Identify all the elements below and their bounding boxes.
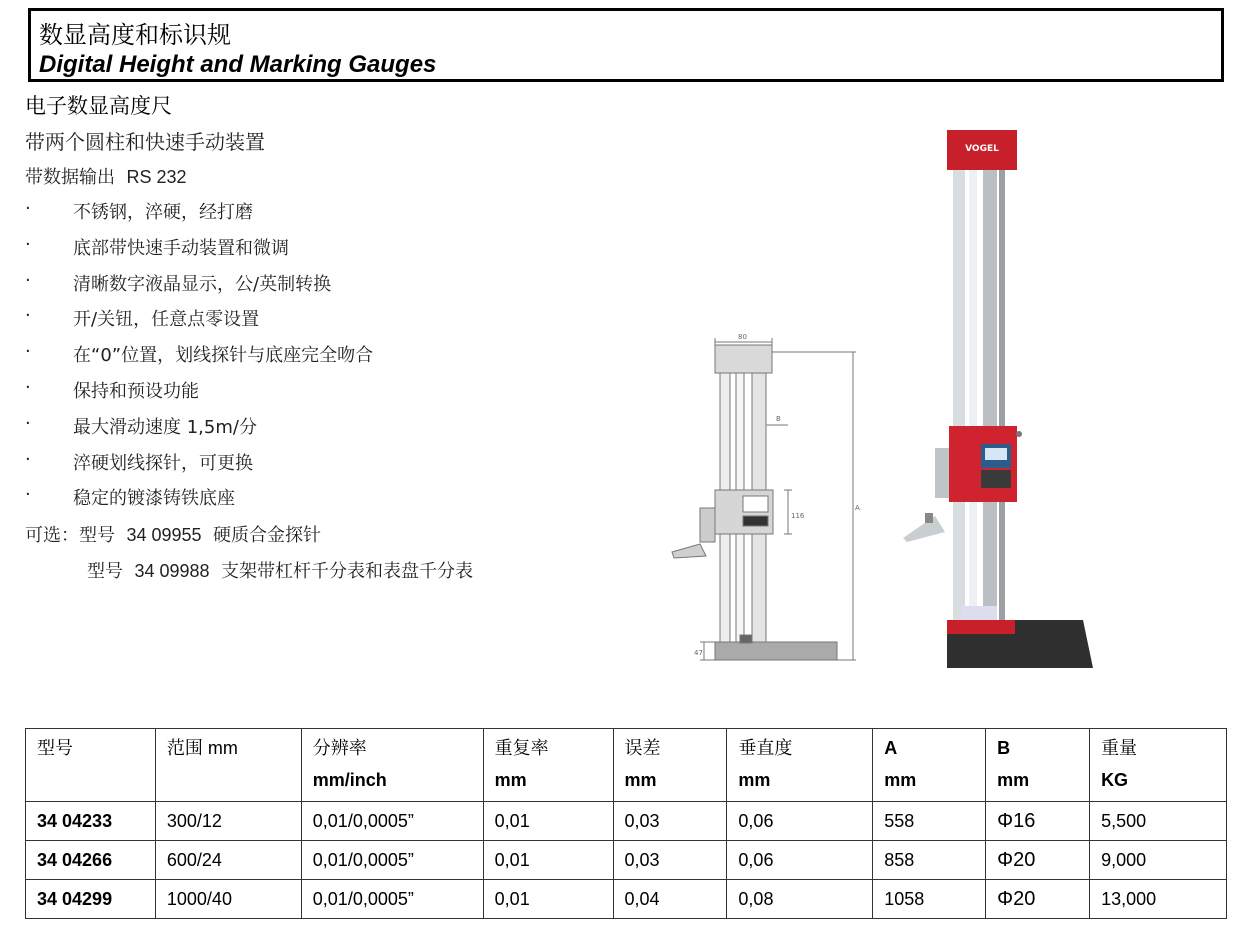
list-item — [25, 449, 373, 485]
list-item — [25, 341, 373, 377]
specifications-table — [25, 728, 1227, 919]
dimension-label-a: A — [855, 504, 860, 512]
bullet-icon: · — [25, 198, 31, 219]
bullet-icon: · — [25, 233, 31, 255]
list-item — [25, 270, 373, 306]
option-prefix: 型号 — [79, 525, 115, 546]
table-cell: Φ20 — [986, 880, 1090, 919]
option-prefix: 型号 — [87, 561, 123, 582]
feature-text: 稳定的镀漆铸铁底座 — [73, 488, 235, 510]
title-box — [28, 8, 1224, 82]
feature-text: 在“0”位置，划线探针与底座完全吻合 — [73, 345, 374, 367]
table-row — [26, 880, 1227, 919]
table-cell: 0,01 — [483, 802, 613, 841]
option-line-1 — [25, 521, 321, 547]
column-header: 重复率 mm — [483, 729, 613, 802]
bullet-icon: · — [25, 484, 31, 506]
table-cell: 0,03 — [613, 802, 727, 841]
table-cell: 300/12 — [155, 802, 301, 841]
table-cell: 1058 — [873, 880, 986, 919]
feature-text: 淬硬划线探针，可更换 — [73, 452, 253, 474]
feature-text: 不锈钢，淬硬，经打磨 — [73, 202, 253, 223]
column-header: A mm — [873, 729, 986, 802]
column-header: 范围 mm — [155, 729, 301, 802]
table-cell: 600/24 — [155, 841, 301, 880]
table-cell: 1000/40 — [155, 880, 301, 919]
option-description: 支架带杠杆千分表和表盘千分表 — [220, 561, 473, 582]
list-item — [25, 305, 373, 341]
feature-text: 底部带快速手动装置和微调 — [73, 237, 289, 259]
table-cell: 5,500 — [1090, 802, 1227, 841]
option-code: 34 09955 — [126, 525, 202, 545]
column-header: 分辨率 mm/inch — [301, 729, 483, 802]
bullet-icon: · — [25, 376, 31, 398]
table-cell: Φ20 — [986, 841, 1090, 880]
feature-text: 清晰数字液晶显示，公/英制转换 — [73, 273, 332, 295]
table-cell: 0,06 — [727, 802, 873, 841]
table-cell: 558 — [873, 802, 986, 841]
table-cell: 13,000 — [1090, 880, 1227, 919]
table-cell: 0,01 — [483, 880, 613, 919]
table-row — [26, 802, 1227, 841]
table-row — [26, 841, 1227, 880]
list-item — [25, 377, 373, 413]
table-cell: 0,08 — [727, 880, 873, 919]
data-output-line — [25, 163, 187, 189]
model-cell: 34 04233 — [26, 802, 156, 841]
dimension-label-top: 80 — [738, 333, 747, 341]
technical-drawing — [660, 330, 870, 670]
table-cell: Φ16 — [986, 802, 1090, 841]
data-output-label: 带数据输出 — [25, 167, 115, 188]
table-cell: 0,03 — [613, 841, 727, 880]
feature-text: 保持和预设功能 — [73, 380, 199, 402]
list-item — [25, 234, 373, 270]
data-output-interface: RS 232 — [126, 167, 187, 187]
table-cell: 0,01/0,0005” — [301, 802, 483, 841]
product-photo — [895, 128, 1105, 673]
option-description: 硬质合金探针 — [212, 525, 321, 546]
table-cell: 0,04 — [613, 880, 727, 919]
list-item — [25, 413, 373, 449]
feature-text: 开/关钮，任意点零设置 — [73, 309, 260, 331]
table-cell: 0,01/0,0005” — [301, 880, 483, 919]
model-cell: 34 04299 — [26, 880, 156, 919]
column-header: B mm — [986, 729, 1090, 802]
table-cell: 0,01 — [483, 841, 613, 880]
product-subtitle: 电子数显高度尺 — [25, 94, 172, 118]
table-header-row — [26, 729, 1227, 802]
column-header: 型号 — [26, 729, 156, 802]
page-title-chinese: 数显高度和标识规 — [39, 21, 231, 49]
page-title-english: Digital Height and Marking Gauges — [39, 51, 437, 78]
list-item — [25, 484, 373, 520]
bullet-icon: · — [25, 341, 31, 363]
column-header: 误差 mm — [613, 729, 727, 802]
table-cell: 858 — [873, 841, 986, 880]
brand-logo: VOGEL — [965, 144, 999, 154]
dimension-label-bottom: 47 — [694, 649, 703, 657]
option-line-2 — [87, 557, 473, 583]
model-cell: 34 04266 — [26, 841, 156, 880]
column-header: 重量 KG — [1090, 729, 1227, 802]
options-label: 可选： — [25, 525, 79, 546]
table-cell: 9,000 — [1090, 841, 1227, 880]
dimension-label-116: 116 — [791, 512, 805, 520]
feature-list — [25, 198, 373, 520]
bullet-icon: · — [25, 305, 31, 327]
list-item — [25, 198, 373, 234]
table-cell: 0,01/0,0005” — [301, 841, 483, 880]
bullet-icon: · — [25, 448, 31, 470]
feature-text: 最大滑动速度 1,5m/分 — [73, 416, 257, 438]
table-cell: 0,06 — [727, 841, 873, 880]
bullet-icon: · — [25, 412, 31, 434]
column-header: 垂直度 mm — [727, 729, 873, 802]
option-code: 34 09988 — [134, 561, 210, 581]
dimension-label-b: B — [776, 415, 781, 423]
bullet-icon: · — [25, 269, 31, 291]
product-description: 带两个圆柱和快速手动装置 — [25, 130, 265, 154]
